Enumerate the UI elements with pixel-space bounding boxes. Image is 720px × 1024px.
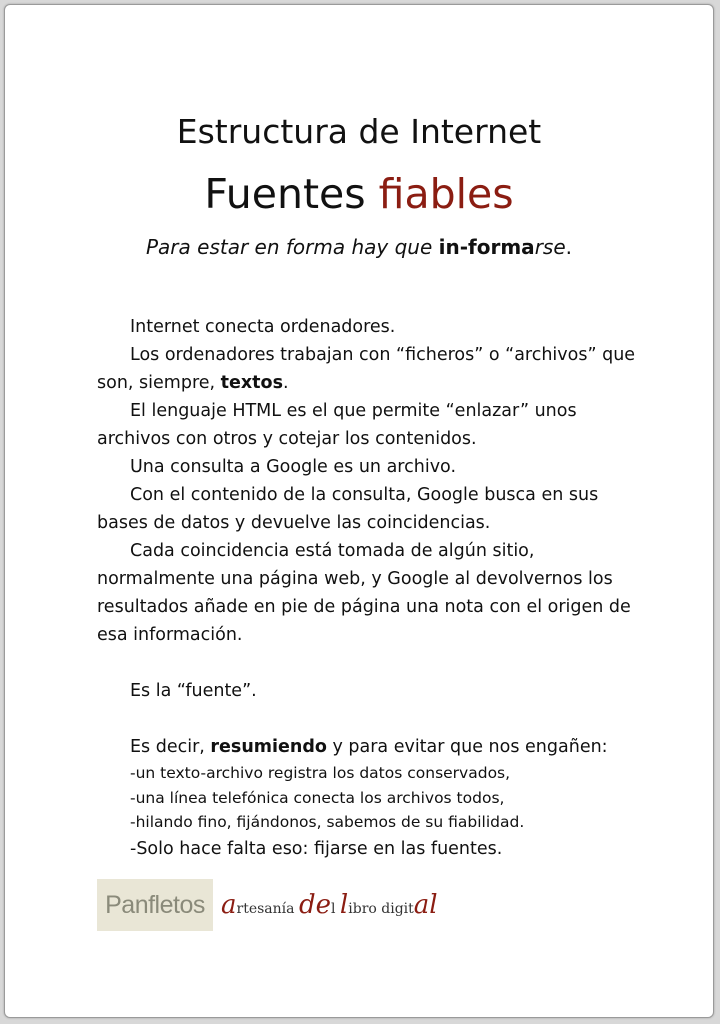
tagline-rtesania: rtesanía: [236, 901, 299, 917]
subtitle-plain: Fuentes: [204, 170, 379, 218]
list-item: -un texto-archivo registra los datos conservados,: [130, 764, 511, 782]
paragraph-8: [97, 733, 637, 761]
document-title: Estructura de Internet: [176, 112, 542, 151]
spacer: [97, 705, 637, 733]
paragraph-8-text: Es decir,: [130, 737, 211, 757]
motto: [5, 230, 713, 264]
tagline-al: al: [413, 890, 438, 920]
tagline-l-big: l: [339, 890, 349, 920]
paragraph-2-text: Los ordenadores trabajan con “ficheros” o “archivos” que son, siempre,: [97, 345, 636, 393]
motto-end: .: [565, 235, 572, 259]
spacer: [97, 649, 637, 677]
list-item: -hilando fino, fijándonos, sabemos de su fiabilidad.: [130, 813, 525, 831]
paragraph-8-end: y para evitar que nos engañen:: [326, 737, 608, 757]
paragraph-1: Internet conecta ordenadores.: [130, 317, 396, 337]
motto-part1: Para estar en forma hay que: [145, 235, 439, 259]
paragraph-4: Una consulta a Google es un archivo.: [130, 457, 457, 477]
publisher-logo: [97, 879, 457, 931]
list-item: -una línea telefónica conecta los archivos todos,: [130, 788, 505, 807]
document-page: [4, 4, 714, 1018]
tagline-a: a: [221, 890, 237, 920]
tagline-de: de: [298, 890, 331, 920]
tagline-l: l: [330, 901, 340, 917]
paragraph-3: El lenguaje HTML es el que permite “enlazar” unos archivos con otros y cotejar los contenidos.: [97, 401, 577, 449]
motto-bold: in-forma: [438, 235, 535, 259]
paragraph-7: Es la “fuente”.: [130, 681, 257, 701]
artesania-tagline: [221, 885, 438, 929]
paragraph-2-bold: textos: [220, 373, 283, 393]
panfletos-badge: Panfletos: [97, 879, 213, 931]
paragraph-6: Cada coincidencia está tomada de algún sitio, normalmente una página web, y Google al devolvernos los resultados añade en pie de página una nota con el origen de esa información.: [97, 541, 631, 645]
paragraph-2: [97, 341, 637, 397]
paragraph-2-end: .: [282, 373, 289, 393]
tagline-ibro: ibro digit: [348, 901, 414, 917]
motto-part2: rse: [534, 235, 566, 259]
subtitle-accent: fiables: [378, 170, 514, 218]
closing-line: -Solo hace falta eso: fijarse en las fuentes.: [130, 838, 503, 859]
document-subtitle: [5, 165, 713, 223]
body-text: [97, 313, 637, 863]
paragraph-8-bold: resumiendo: [210, 737, 327, 757]
paragraph-5: Con el contenido de la consulta, Google busca en sus bases de datos y devuelve las coincidencias.: [97, 485, 599, 533]
